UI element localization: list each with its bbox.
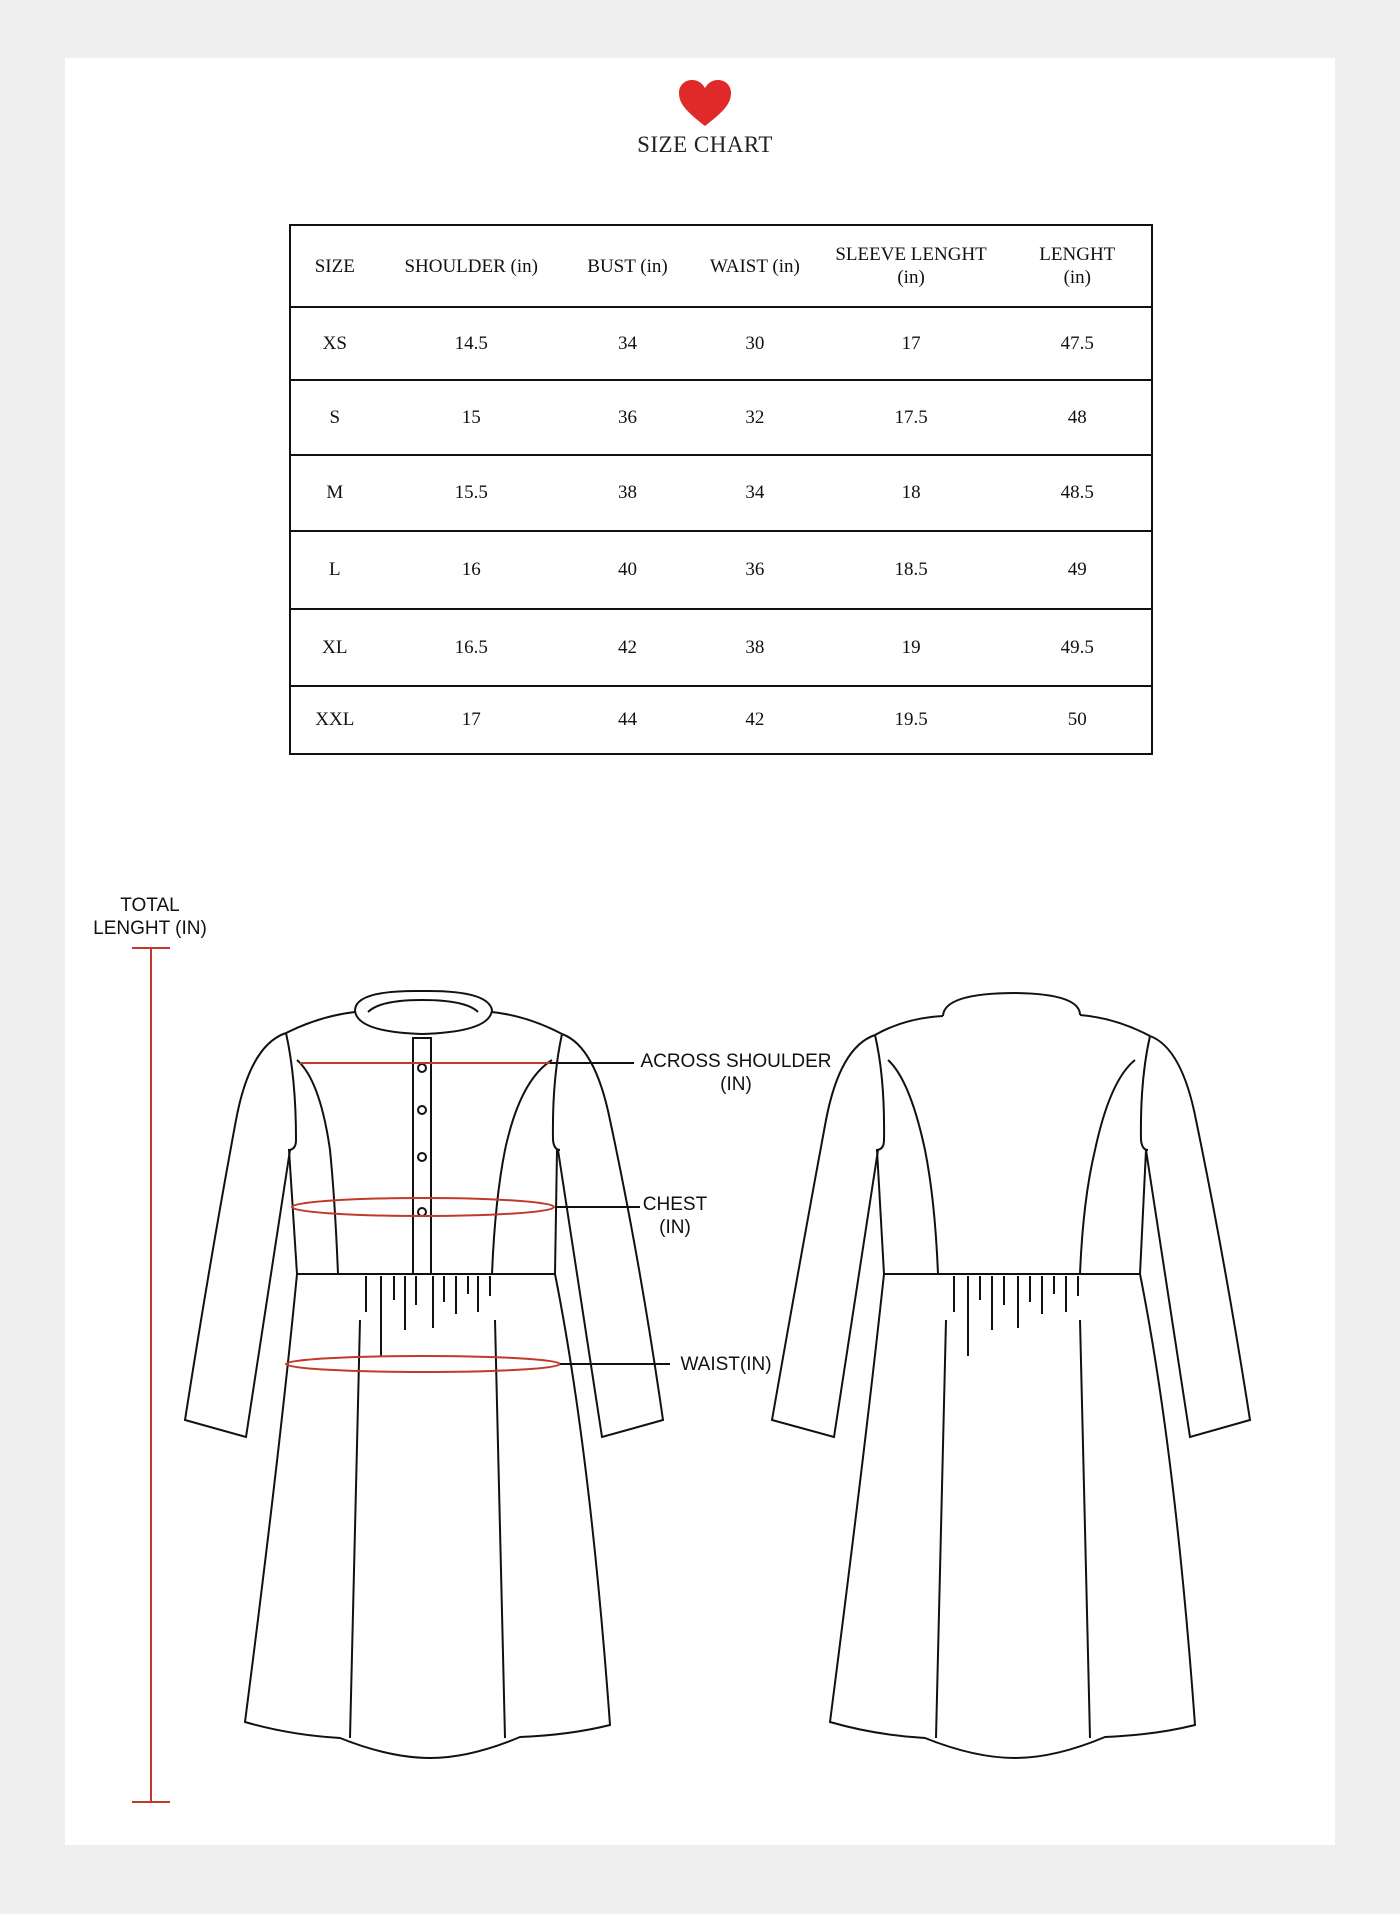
cell-size: XXL <box>315 709 355 730</box>
header-sleeve-length: SLEEVE LENGHT (in) <box>819 225 1004 307</box>
cell-bust: 42 <box>564 609 691 686</box>
total-length-label: TOTAL LENGHT (IN) <box>93 895 207 939</box>
cell-shoulder: 17 <box>461 709 481 730</box>
header-size: SIZE <box>290 225 379 307</box>
cell-length: 49.5 <box>1004 609 1152 686</box>
header-waist: WAIST (in) <box>691 225 818 307</box>
cell-waist: 38 <box>691 609 818 686</box>
cell-shoulder: 16 <box>379 531 564 609</box>
cell-bust: 38 <box>564 455 691 531</box>
waist-label: WAIST(IN) <box>680 1354 772 1375</box>
page-title: SIZE CHART <box>637 132 773 157</box>
cell-waist: 32 <box>691 380 818 455</box>
cell-length: 50 <box>1067 709 1087 730</box>
cell-sleeve-length: 19 <box>819 609 1004 686</box>
back-dress-outline <box>772 993 1250 1758</box>
cell-sleeve-length: 18 <box>819 455 1004 531</box>
total-length-measure <box>132 948 170 1802</box>
cell-waist: 34 <box>691 455 818 531</box>
cell-length: 48 <box>1004 380 1152 455</box>
cell-bust: 34 <box>564 307 691 380</box>
cell-bust: 44 <box>618 709 637 730</box>
header-length: LENGHT (in) <box>1004 225 1152 307</box>
cell-size: XS <box>290 307 379 380</box>
cell-bust: 36 <box>564 380 691 455</box>
cell-length: 49 <box>1004 531 1152 609</box>
cell-size: S <box>290 380 379 455</box>
cell-sleeve-length: 18.5 <box>819 531 1004 609</box>
cell-waist: 42 <box>745 709 765 730</box>
cell-shoulder: 15 <box>379 380 564 455</box>
cell-length: 47.5 <box>1004 307 1152 380</box>
cell-sleeve-length: 19.5 <box>894 709 928 730</box>
cell-sleeve-length: 17 <box>819 307 1004 380</box>
front-buttons <box>418 1064 426 1216</box>
cell-size: M <box>290 455 379 531</box>
front-gathers <box>366 1276 490 1356</box>
cell-size: XL <box>290 609 379 686</box>
chest-label: CHEST (IN) <box>642 1194 708 1238</box>
header-shoulder: SHOULDER (in) <box>379 225 564 307</box>
cell-waist: 30 <box>691 307 818 380</box>
back-gathers <box>954 1276 1078 1356</box>
cell-shoulder: 14.5 <box>379 307 564 380</box>
across-shoulder-label: ACROSS SHOULDER (IN) <box>640 1051 832 1095</box>
cell-bust: 40 <box>564 531 691 609</box>
cell-shoulder: 16.5 <box>379 609 564 686</box>
cell-sleeve-length: 17.5 <box>819 380 1004 455</box>
cell-shoulder: 15.5 <box>379 455 564 531</box>
cell-waist: 36 <box>691 531 818 609</box>
cell-length: 48.5 <box>1004 455 1152 531</box>
header-bust: BUST (in) <box>564 225 691 307</box>
cell-size: L <box>290 531 379 609</box>
